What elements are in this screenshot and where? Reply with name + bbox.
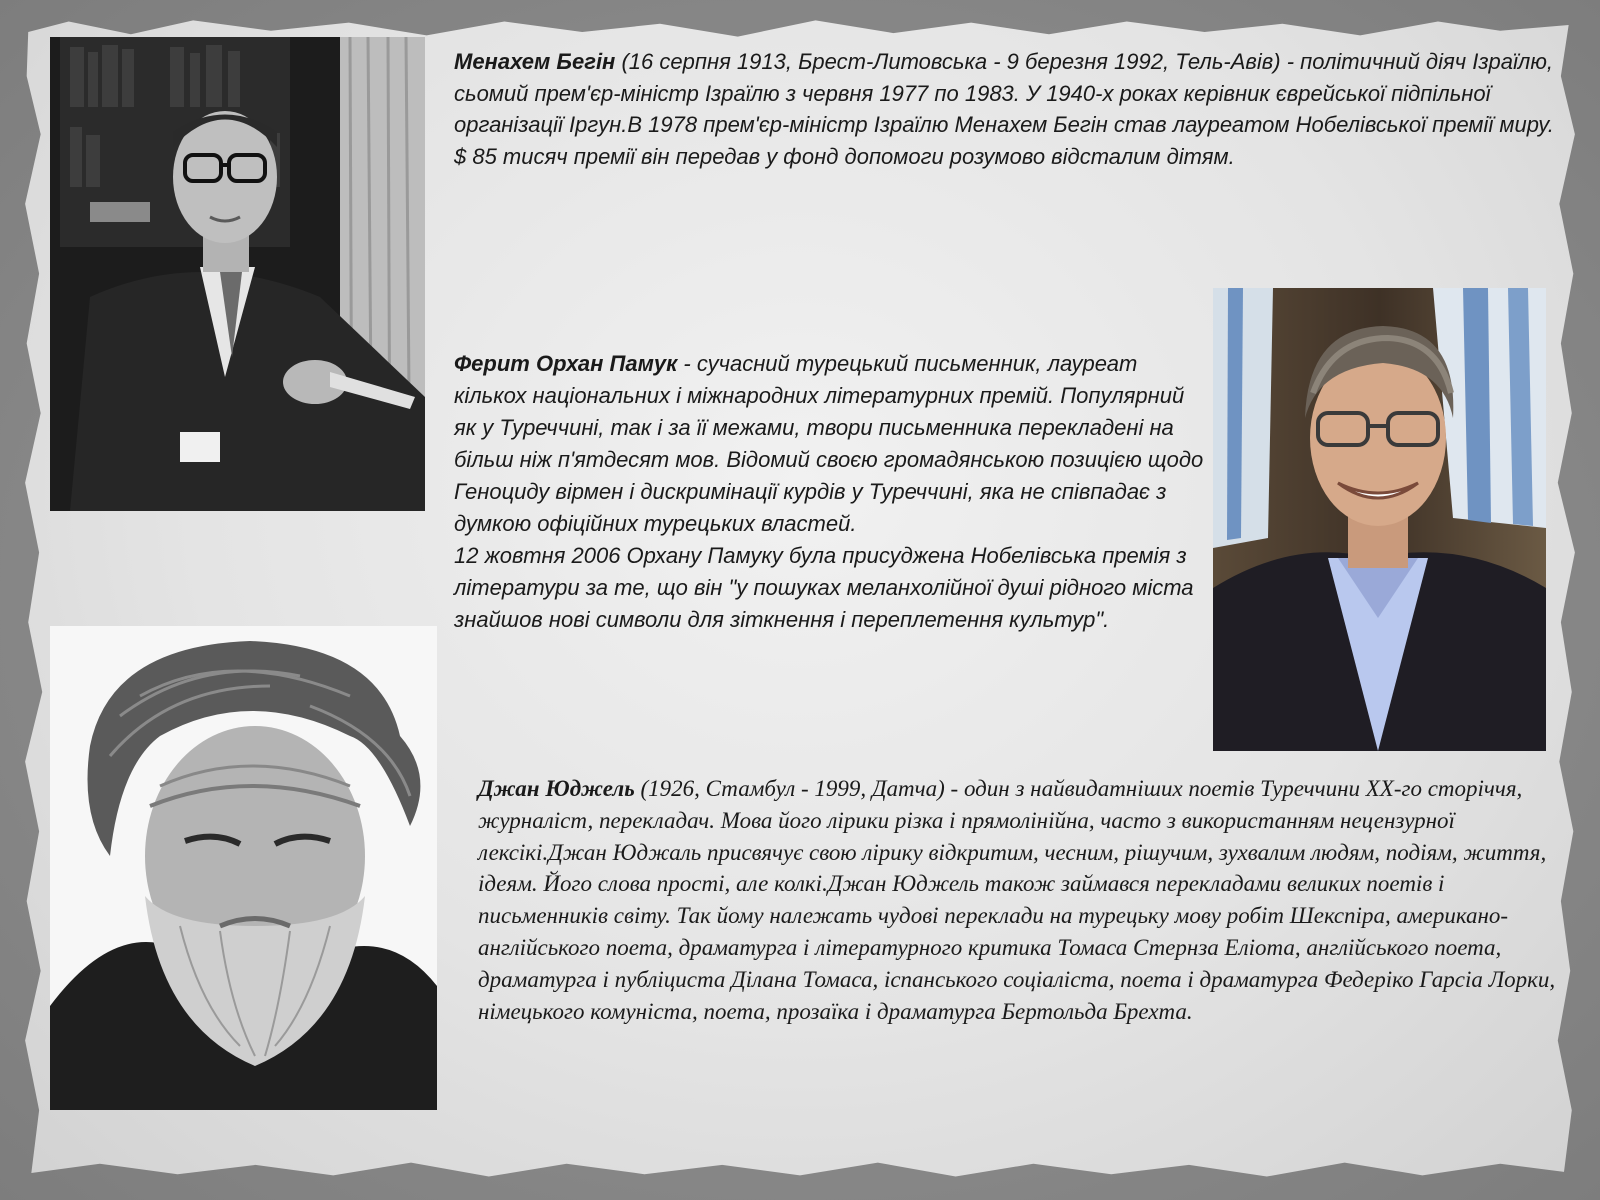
photo-menachem-begin	[50, 37, 425, 511]
photo-orhan-pamuk	[1213, 288, 1546, 751]
bio-name: Менахем Бегін	[454, 49, 616, 74]
bio-name: Ферит Орхан Памук	[454, 351, 678, 376]
bio-can-yucel	[478, 773, 1568, 1027]
bio-menachem-begin	[454, 46, 1564, 172]
bio-name: Джан Юджель	[478, 776, 635, 801]
bio-text: (1926, Стамбул - 1999, Датча) - один з найвидатніших поетів Туреччини XX-го сторіччя, журналіст, перекладач. Мова його лірики різка і прямолінійна, часто з використанням нецензурної лексікі.Джан Юджаль присвячує свою лірику відкритим, чесним, рішучим, зухвалим людям, подіям, життя, ідеям. Його слова прості, але колкі.Джан Юджель також займався перекладами великих поетів і письменників світу. Так йому належать чудові переклади на турецьку мову робіт Шекспіра, американо-англійського поета, драматурга і літературного критика Томаса Стернза Еліота, англійського поета, драматурга і публіциста Ділана Томаса, іспанського соціаліста, поета і драматурга Федеріко Гарсіа Лорки, німецького комуніста, поета, прозаїка і драматурга Бертольда Брехта.	[478, 776, 1556, 1024]
bio-nobel-text: 12 жовтня 2006 Орхану Памуку була присуджена Нобелівська премія з літератури за те, що він "у пошуках меланхолійної душі рідного міста знайшов нові символи для зіткнення і переплетення культур".	[454, 543, 1194, 632]
bio-orhan-pamuk	[454, 348, 1204, 636]
photo-can-yucel	[50, 626, 437, 1110]
bio-text: - сучасний турецький письменник, лауреат кількох національних і міжнародних літературних премій. Популярний як у Туреччині, так і за її межами, твори письменника перекладені на більш ніж п'ятдесят мов. Відомий своєю громадянською позицією щодо Геноциду вірмен і дискримінації курдів у Туреччині, яка не співпадає з думкою офіційних турецьких властей.	[454, 351, 1204, 536]
bio-text: (16 серпня 1913, Брест-Литовська - 9 березня 1992, Тель-Авів) - політичний діяч Ізраїлю, сьомий прем'єр-міністр Ізраїлю з червня 1977 по 1983. У 1940-х роках керівник єврейської підпільної організації Іргун.В 1978 прем'єр-міністр Ізраїлю Менахем Бегін став лауреатом Нобелівської премії миру. $ 85 тисяч премії він передав у фонд допомоги розумово відсталим дітям.	[454, 49, 1554, 169]
